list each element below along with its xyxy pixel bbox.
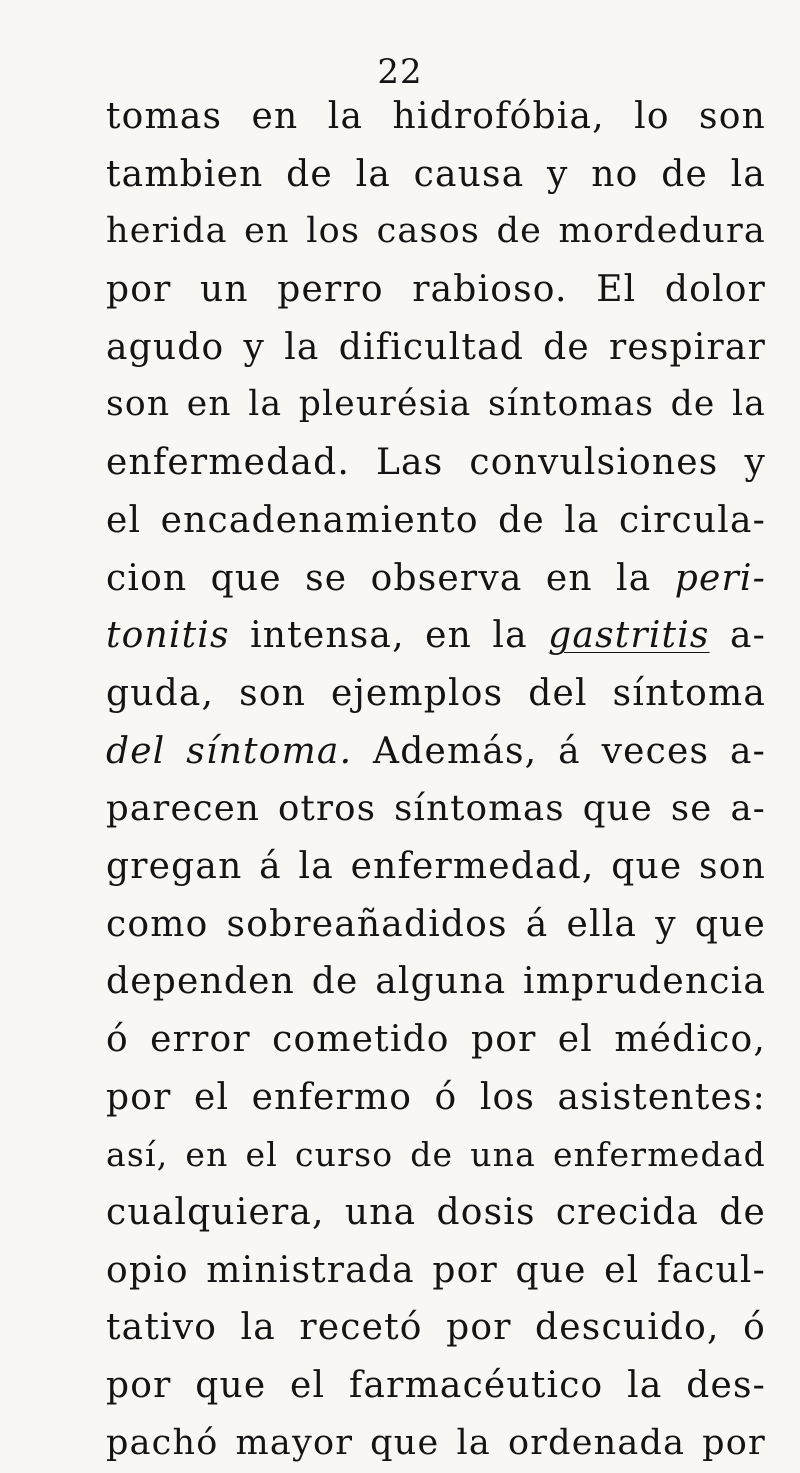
text-line — [106, 1242, 766, 1300]
text-line — [106, 607, 766, 665]
text-segment: así, en el curso de una enfermedad — [106, 1135, 766, 1175]
text-line — [106, 1415, 766, 1473]
text-line — [106, 1357, 766, 1415]
text-line — [106, 146, 766, 204]
text-segment: tomas en la hidrofóbia, lo son — [106, 96, 766, 137]
text-segment: enfermedad. Las convulsiones y — [106, 442, 766, 484]
text-line — [106, 1069, 766, 1127]
text-line — [106, 550, 766, 608]
text-line — [106, 723, 766, 781]
text-segment: son en la pleurésia síntomas de la — [106, 384, 766, 425]
text-segment: intensa, en la — [229, 615, 549, 657]
text-segment: por un perro rabioso. El dolor — [106, 269, 766, 311]
text-line — [106, 1011, 766, 1069]
text-segment: cualquiera, una dosis crecida de — [106, 1192, 766, 1234]
emphasized-text: del síntoma. — [106, 730, 353, 772]
text-segment: gregan á la enfermedad, que son — [106, 845, 766, 887]
text-line — [106, 203, 766, 261]
text-line — [106, 261, 766, 319]
body-text — [106, 88, 766, 1473]
text-line — [106, 319, 766, 377]
page-number: 22 — [377, 52, 423, 92]
text-line — [106, 953, 766, 1011]
text-line — [106, 1184, 766, 1242]
text-line — [106, 88, 766, 146]
text-segment: como sobreañadidos á ella y que — [106, 903, 766, 945]
text-segment: cion que se observa en la — [106, 557, 675, 599]
text-segment: herida en los casos de mordedura — [106, 211, 766, 252]
text-segment: tambien de la causa y no de la — [106, 153, 766, 195]
text-segment: opio ministrada por que el facul- — [106, 1249, 766, 1291]
text-segment: pachó mayor que la ordenada por — [106, 1422, 766, 1463]
text-line — [106, 434, 766, 492]
text-segment: dependen de alguna imprudencia — [106, 961, 766, 1003]
text-line — [106, 896, 766, 954]
emphasized-text: gastritis — [548, 615, 710, 657]
text-line — [106, 492, 766, 550]
text-segment: por el enfermo ó los asistentes: — [106, 1076, 766, 1118]
text-segment: guda, son ejemplos del síntoma — [106, 672, 766, 714]
emphasized-text: tonitis — [106, 615, 230, 657]
text-segment: Además, á veces a- — [352, 730, 766, 772]
text-line — [106, 838, 766, 896]
text-line — [106, 780, 766, 838]
text-segment: a- — [709, 615, 767, 657]
text-segment: el encadenamiento de la circula- — [106, 499, 766, 541]
text-segment: parecen otros síntomas que se a- — [106, 788, 766, 830]
text-line — [106, 665, 766, 723]
text-line — [106, 1299, 766, 1357]
text-segment: agudo y la dificultad de respirar — [106, 326, 766, 368]
text-line — [106, 376, 766, 434]
text-segment: por que el farmacéutico la des- — [106, 1365, 766, 1407]
text-segment: tativo la recetó por descuido, ó — [106, 1307, 766, 1349]
text-line — [106, 1126, 766, 1184]
text-segment: ó error cometido por el médico, — [106, 1019, 766, 1060]
emphasized-text: peri- — [674, 557, 766, 599]
